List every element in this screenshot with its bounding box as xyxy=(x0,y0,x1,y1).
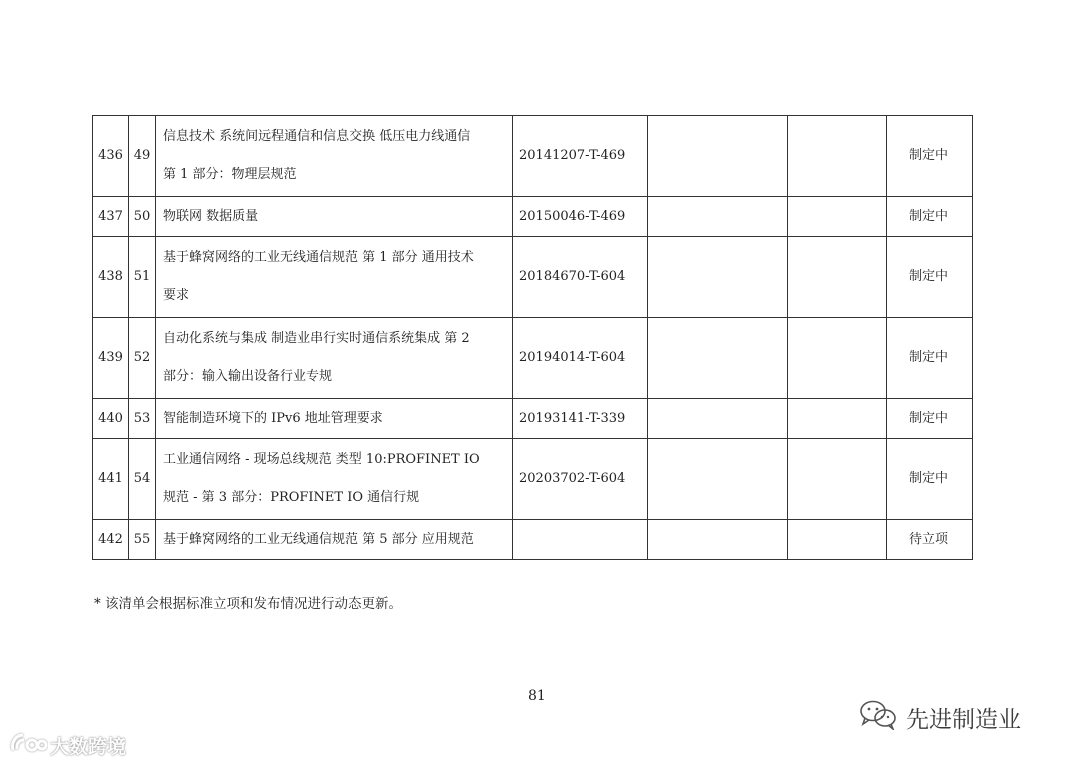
sub-number-cell: 51 xyxy=(129,237,156,318)
standard-name-cell xyxy=(156,439,513,520)
status-cell: 制定中 xyxy=(887,399,973,439)
sub-number-cell: 55 xyxy=(129,520,156,560)
standard-name-line-1: 自动化系统与集成 制造业串行实时通信系统集成 第 2 xyxy=(163,331,470,346)
standard-name-line-2: 要求 xyxy=(163,288,190,303)
standards-table xyxy=(92,115,973,560)
standard-name-cell xyxy=(156,197,513,237)
watermark-right-text: 先进制造业 xyxy=(906,706,1021,733)
empty-cell xyxy=(788,399,887,439)
standard-name-cell xyxy=(156,237,513,318)
table-row xyxy=(93,237,973,318)
empty-cell xyxy=(788,197,887,237)
page-number: 81 xyxy=(528,688,546,704)
watermark-left-text: 大数跨境 xyxy=(50,736,127,758)
empty-cell xyxy=(788,237,887,318)
plan-number-cell xyxy=(513,520,648,560)
standard-name-line-1: 基于蜂窝网络的工业无线通信规范 第 1 部分 通用技术 xyxy=(163,250,474,265)
sub-number-cell: 50 xyxy=(129,197,156,237)
standard-name-cell xyxy=(156,318,513,399)
watermark-left xyxy=(8,730,126,761)
standard-name-cell xyxy=(156,116,513,197)
standard-name-line-1: 智能制造环境下的 IPv6 地址管理要求 xyxy=(163,410,383,426)
seq-number-cell: 441 xyxy=(93,439,129,520)
plan-number-cell: 20150046-T-469 xyxy=(513,197,648,237)
sub-number-cell: 54 xyxy=(129,439,156,520)
standard-name-line-1: 基于蜂窝网络的工业无线通信规范 第 5 部分 应用规范 xyxy=(163,531,474,547)
wechat-logo-icon xyxy=(858,698,898,736)
table-row xyxy=(93,520,973,560)
empty-cell xyxy=(648,439,788,520)
plan-number-cell: 20184670-T-604 xyxy=(513,237,648,318)
sub-number-cell: 49 xyxy=(129,116,156,197)
standards-table-body xyxy=(93,116,973,560)
weibo-logo-icon xyxy=(8,730,48,761)
watermark-right xyxy=(858,698,1021,736)
table-row xyxy=(93,439,973,520)
empty-cell xyxy=(788,439,887,520)
status-cell: 制定中 xyxy=(887,237,973,318)
plan-number-cell: 20203702-T-604 xyxy=(513,439,648,520)
standard-name-cell xyxy=(156,399,513,439)
empty-cell xyxy=(648,197,788,237)
status-cell: 制定中 xyxy=(887,197,973,237)
seq-number-cell: 437 xyxy=(93,197,129,237)
empty-cell xyxy=(788,520,887,560)
standard-name-line-1: 信息技术 系统间远程通信和信息交换 低压电力线通信 xyxy=(163,129,471,144)
empty-cell xyxy=(648,116,788,197)
seq-number-cell: 436 xyxy=(93,116,129,197)
standard-name-line-1: 工业通信网络 - 现场总线规范 类型 10:PROFINET IO xyxy=(163,452,480,467)
plan-number-cell: 20141207-T-469 xyxy=(513,116,648,197)
standard-name-cell xyxy=(156,520,513,560)
empty-cell xyxy=(648,318,788,399)
standard-name-line-1: 物联网 数据质量 xyxy=(163,208,259,224)
standard-name-line-2: 规范 - 第 3 部分：PROFINET IO 通信行规 xyxy=(163,490,420,505)
empty-cell xyxy=(788,318,887,399)
status-cell: 制定中 xyxy=(887,116,973,197)
empty-cell xyxy=(648,520,788,560)
table-row xyxy=(93,399,973,439)
standard-name-line-2: 第 1 部分：物理层规范 xyxy=(163,167,297,182)
footnote: * 该清单会根据标准立项和发布情况进行动态更新。 xyxy=(94,596,403,612)
standard-name-line-2: 部分：输入输出设备行业专规 xyxy=(163,369,333,384)
sub-number-cell: 53 xyxy=(129,399,156,439)
empty-cell xyxy=(788,116,887,197)
seq-number-cell: 442 xyxy=(93,520,129,560)
empty-cell xyxy=(648,399,788,439)
table-row xyxy=(93,197,973,237)
status-cell: 制定中 xyxy=(887,439,973,520)
empty-cell xyxy=(648,237,788,318)
seq-number-cell: 439 xyxy=(93,318,129,399)
seq-number-cell: 440 xyxy=(93,399,129,439)
table-row xyxy=(93,116,973,197)
plan-number-cell: 20193141-T-339 xyxy=(513,399,648,439)
table-row xyxy=(93,318,973,399)
sub-number-cell: 52 xyxy=(129,318,156,399)
status-cell: 制定中 xyxy=(887,318,973,399)
status-cell: 待立项 xyxy=(887,520,973,560)
seq-number-cell: 438 xyxy=(93,237,129,318)
plan-number-cell: 20194014-T-604 xyxy=(513,318,648,399)
